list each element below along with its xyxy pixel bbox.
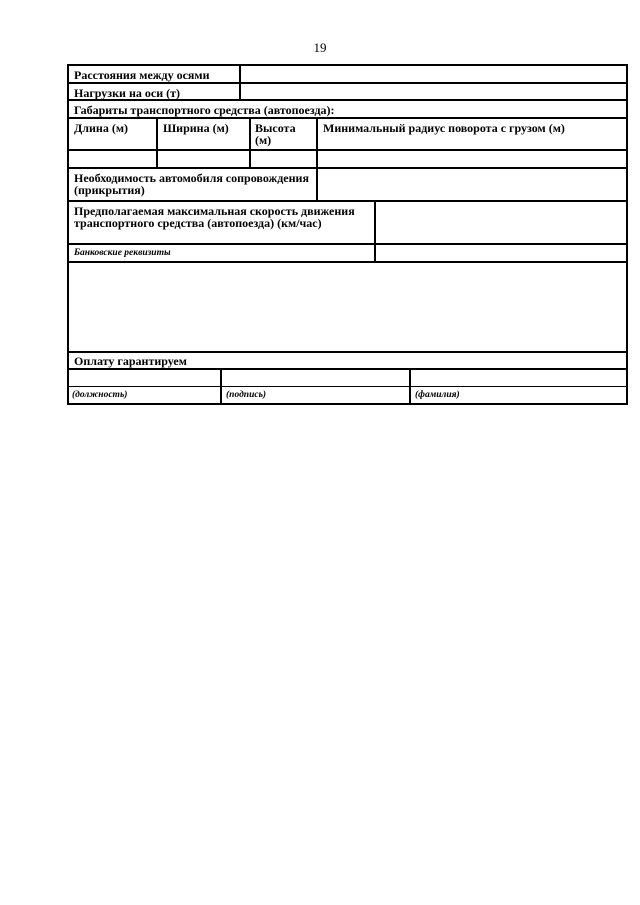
height-label: Высота (м) xyxy=(255,121,296,147)
column-divider xyxy=(249,117,251,169)
column-divider xyxy=(374,200,376,263)
escort-vehicle-label: Необходимость автомобиля сопровождения (прикрытия) xyxy=(74,171,309,197)
max-speed-label: Предполагаемая максимальная скорость движения транспортного средства (автопоезда) (км/час) xyxy=(74,204,355,230)
width-label: Ширина (м) xyxy=(163,121,229,135)
position-caption: (должность) xyxy=(72,390,128,400)
axle-distances-label: Расстояния между осями xyxy=(74,68,210,82)
row-divider xyxy=(69,167,626,169)
min-turn-radius-label: Минимальный радиус поворота с грузом (м) xyxy=(323,121,565,135)
column-divider xyxy=(316,117,318,201)
signature-caption: (подпись) xyxy=(226,390,267,400)
row-divider xyxy=(69,149,626,151)
row-divider xyxy=(69,386,626,387)
row-divider xyxy=(69,351,626,353)
length-label: Длина (м) xyxy=(74,121,128,135)
row-divider xyxy=(69,243,626,245)
column-divider xyxy=(156,117,158,169)
page-number: 19 xyxy=(313,40,327,55)
column-divider xyxy=(220,368,222,403)
surname-caption: (фамилия) xyxy=(415,390,460,400)
payment-guarantee-label: Оплату гарантируем xyxy=(74,354,187,368)
column-divider xyxy=(239,66,241,100)
row-divider xyxy=(69,368,626,370)
axle-loads-label: Нагрузки на оси (т) xyxy=(74,86,180,100)
vehicle-dimensions-label: Габариты транспортного средства (автопоезда): xyxy=(74,103,335,117)
row-divider xyxy=(69,82,626,84)
row-divider xyxy=(69,200,626,202)
row-divider xyxy=(69,261,626,263)
row-divider xyxy=(69,117,626,119)
bank-details-label: Банковские реквизиты xyxy=(74,248,171,258)
permit-application-form xyxy=(67,64,628,405)
column-divider xyxy=(409,368,411,403)
